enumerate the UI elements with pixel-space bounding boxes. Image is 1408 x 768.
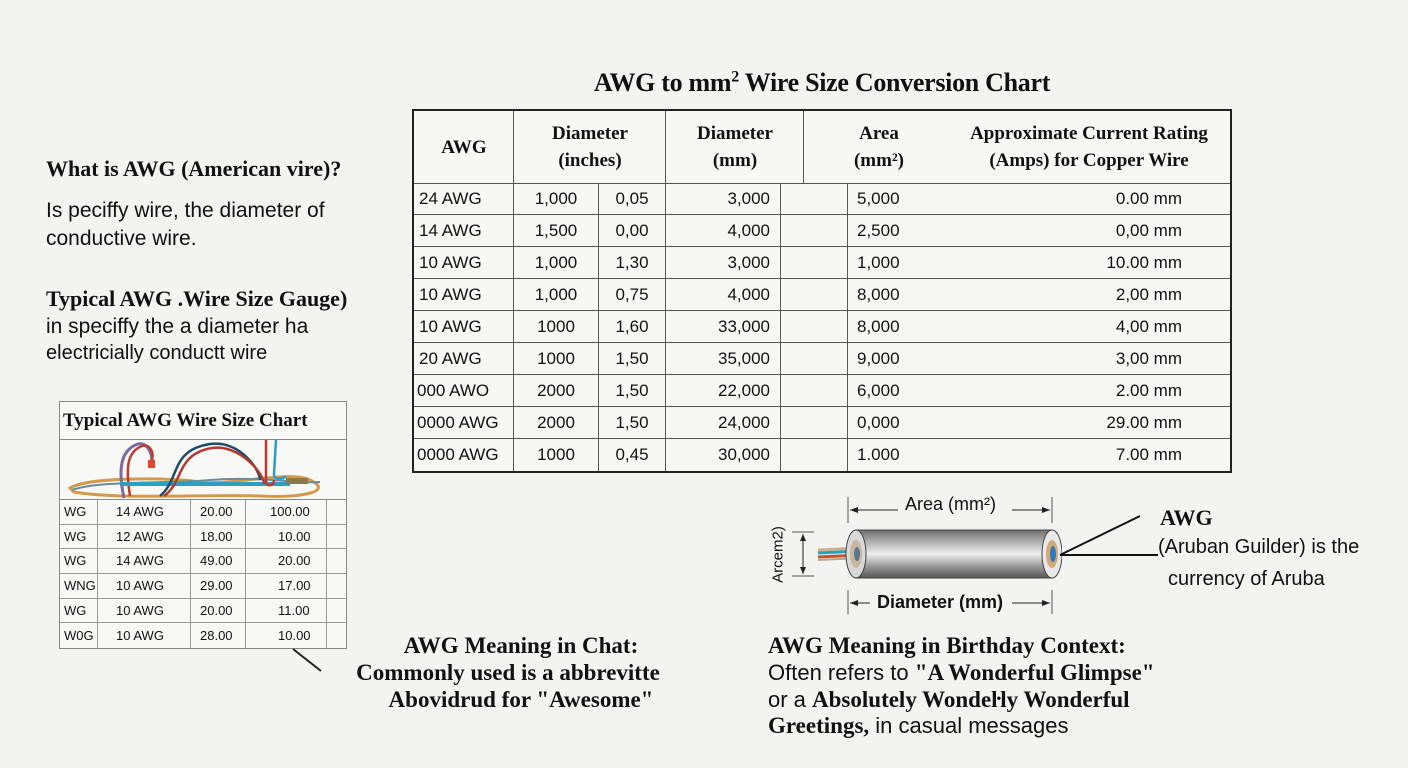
dia-in-cell-2: 0,00 <box>615 221 649 240</box>
cable-diagram <box>762 490 1062 615</box>
col2: 14 AWG <box>116 504 164 519</box>
col2: 10 AWG <box>116 602 164 618</box>
col4: 20.00 <box>278 553 311 569</box>
awg-cell: 10 AWG <box>419 317 482 336</box>
currency-callout-line2: currency of Aruba <box>1168 568 1325 590</box>
dia-mm-cell: 3,000 <box>727 189 770 208</box>
dia-in-cell-2: 1,60 <box>615 317 649 336</box>
current-cell: 7.00 mm <box>1115 445 1182 464</box>
col1: WG <box>64 602 87 618</box>
current-cell: 4,00 mm <box>1115 317 1182 336</box>
area-cell: 6,000 <box>857 381 900 400</box>
col4: 100.00 <box>270 504 310 519</box>
area-cell: 8,000 <box>857 285 900 304</box>
dia-mm-cell: 30,000 <box>718 445 770 464</box>
currency-leader-line <box>1058 512 1162 558</box>
birthday-callout-line2: or a Absolutely Wondeŀly Wonderful <box>768 687 1130 712</box>
table-row <box>414 407 1230 439</box>
col2: 12 AWG <box>116 528 164 544</box>
table-row <box>414 215 1230 247</box>
dia-in-cell: 1,000 <box>534 253 578 272</box>
dia-in-cell: 1000 <box>537 317 575 336</box>
chat-callout-line1: Commonly used is a abbrevitte <box>356 660 660 685</box>
area-cell: 1.000 <box>857 445 900 464</box>
chart-title: AWG to $mm^2$ Wire Size Conversion Chart <box>593 68 1051 97</box>
typical-awg-heading: Typical AWG .Wire Size Gauge) <box>46 286 348 311</box>
small-wire-chart <box>59 401 347 649</box>
awg-cell: 10 AWG <box>419 253 482 272</box>
table-row <box>414 343 1230 375</box>
table-row <box>414 183 1230 215</box>
col1: WG <box>64 504 87 519</box>
area-dimension-label: Area (mm²) <box>902 494 999 515</box>
awg-cell: 0000 AWG <box>417 445 499 464</box>
dia-mm-cell: 35,000 <box>718 349 770 368</box>
dia-in-cell-2: 1,50 <box>615 349 649 368</box>
col3: 18.00 <box>200 528 233 544</box>
current-cell: 29.00 mm <box>1106 413 1182 432</box>
header-diameter-mm: Diameter (mm) <box>697 123 773 171</box>
header-current-rating: Approximate Current Rating (Amps) for Copper Wire <box>970 123 1208 171</box>
awg-cell: 14 AWG <box>419 221 482 240</box>
col3: 20.00 <box>200 602 233 618</box>
diameter-dimension-label: Diameter (mm) <box>874 592 1006 613</box>
birthday-callout-heading: AWG Meaning in Birthday Context: <box>768 633 1126 658</box>
awg-cell: 20 AWG <box>419 349 482 368</box>
what-is-awg-heading: What is AWG (American vire)? <box>46 156 342 181</box>
current-cell: 3,00 mm <box>1115 349 1182 368</box>
area-cell: 2,500 <box>857 221 900 240</box>
dia-mm-cell: 33,000 <box>718 317 770 336</box>
small-table-row <box>60 525 346 550</box>
dia-in-cell-2: 1,30 <box>615 253 649 272</box>
col4: 17.00 <box>278 578 311 594</box>
currency-callout-line1: (Aruban Guilder) is the <box>1158 536 1360 558</box>
birthday-callout-line3: Greetings, in casual messages <box>768 713 1069 738</box>
dia-in-cell: 2000 <box>537 381 575 400</box>
area-cell: 1,000 <box>857 253 900 272</box>
col1: W0G <box>64 627 94 643</box>
what-is-awg-text-1: Is peciffy wire, the diameter of <box>46 199 325 222</box>
dia-in-cell: 1000 <box>537 349 575 368</box>
col4: 10.00 <box>278 528 311 544</box>
current-cell: 0,00 mm <box>1115 221 1182 240</box>
awg-cell: 24 AWG <box>419 189 482 208</box>
col1: WG <box>64 553 87 569</box>
dia-in-cell: 1,500 <box>534 221 578 240</box>
dia-in-cell: 1,000 <box>534 285 578 304</box>
dia-mm-cell: 24,000 <box>718 413 770 432</box>
header-diameter-inches: Diameter (inches) <box>552 123 628 171</box>
typical-awg-text-2: electricially conductt wire <box>46 342 268 364</box>
small-chart-title: Typical AWG Wire Size Chart <box>60 402 346 440</box>
current-cell: 2,00 mm <box>1115 285 1182 304</box>
chat-callout-heading: AWG Meaning in Chat: <box>403 633 639 658</box>
col3: 20.00 <box>200 504 233 519</box>
current-cell: 10.00 mm <box>1106 253 1182 272</box>
small-table-row <box>60 599 346 624</box>
col2: 10 AWG <box>116 578 164 594</box>
col1: WG <box>64 528 87 544</box>
current-cell: 2.00 mm <box>1115 381 1182 400</box>
chat-callout-line2: Abovidrud for "Awesome" <box>388 687 654 712</box>
awg-cell: 000 AWO <box>417 381 490 400</box>
dia-in-cell-2: 1,50 <box>615 413 649 432</box>
dia-in-cell-2: 1,50 <box>615 381 649 400</box>
current-cell: 0.00 mm <box>1115 189 1182 208</box>
dia-in-cell-2: 0,05 <box>615 189 649 208</box>
what-is-awg-text-2: conductive wire. <box>46 227 197 250</box>
area-cell: 0,000 <box>857 413 900 432</box>
col4: 11.00 <box>278 602 310 618</box>
dia-mm-cell: 3,000 <box>727 253 770 272</box>
leader-line <box>285 645 325 675</box>
header-awg: AWG <box>441 136 487 158</box>
col4: 10.00 <box>278 627 311 643</box>
col3: 28.00 <box>200 627 233 643</box>
col2: 10 AWG <box>116 627 164 643</box>
dia-mm-cell: 4,000 <box>727 285 770 304</box>
dia-in-cell: 1000 <box>537 445 575 464</box>
col3: 49.00 <box>200 553 233 569</box>
small-table-row <box>60 574 346 599</box>
typical-awg-text-1: in speciffy the a diameter ha <box>46 315 309 338</box>
birthday-callout-line1: Often refers to "A Wonderful Glimpse" <box>768 660 1155 685</box>
table-row <box>414 279 1230 311</box>
table-header <box>414 111 1230 184</box>
small-table-row <box>60 549 346 574</box>
col3: 29.00 <box>200 578 233 594</box>
table-row <box>414 311 1230 343</box>
awg-cell: 0000 AWG <box>417 413 499 432</box>
dia-in-cell: 2000 <box>537 413 575 432</box>
conversion-table <box>412 109 1232 473</box>
table-row <box>414 247 1230 279</box>
header-area: Area (mm²) <box>853 123 904 171</box>
area-cell: 5,000 <box>857 189 900 208</box>
table-row <box>414 439 1230 471</box>
area-cell: 8,000 <box>857 317 900 336</box>
area-cell: 9,000 <box>857 349 900 368</box>
table-row <box>414 375 1230 407</box>
dia-mm-cell: 4,000 <box>727 221 770 240</box>
side-dimension-label: Arcem2) <box>769 526 787 583</box>
awg-cell: 10 AWG <box>419 285 482 304</box>
dia-in-cell-2: 0,45 <box>615 445 649 464</box>
small-table-row <box>60 500 346 525</box>
currency-callout-heading: AWG <box>1160 505 1213 530</box>
dia-mm-cell: 22,000 <box>718 381 770 400</box>
dia-in-cell-2: 0,75 <box>615 285 649 304</box>
col1: WNG <box>64 578 96 594</box>
wire-bundle-image <box>60 440 346 500</box>
dia-in-cell: 1,000 <box>534 189 578 208</box>
col2: 14 AWG <box>116 553 164 569</box>
